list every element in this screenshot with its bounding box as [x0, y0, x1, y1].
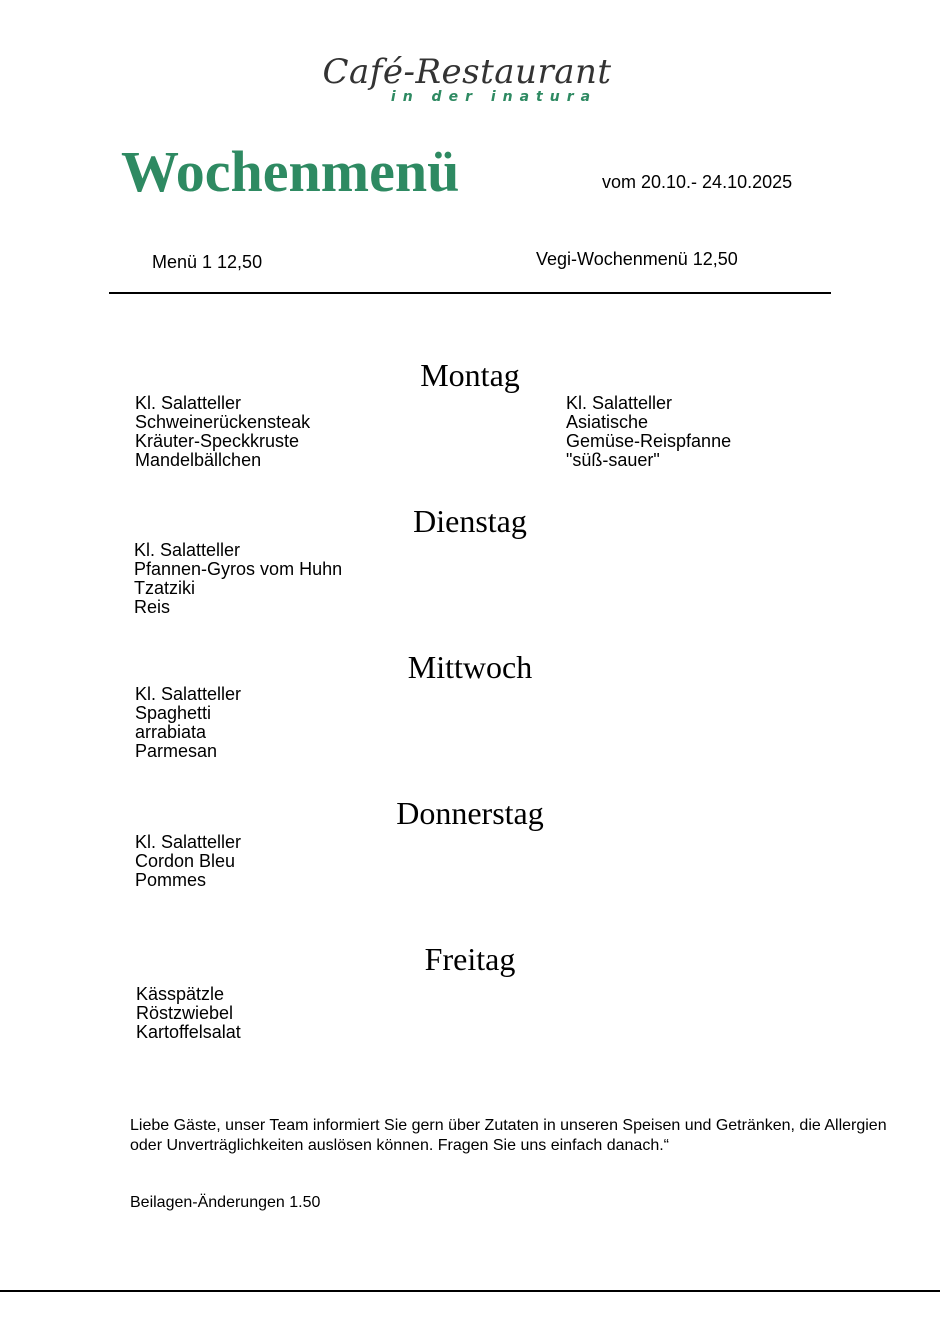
- list-item: Parmesan: [135, 741, 218, 761]
- list-item: Kl. Salatteller: [135, 832, 242, 852]
- menu1-items-freitag: [136, 985, 241, 1042]
- list-item: Kl. Salatteller: [135, 684, 242, 704]
- list-item: Tzatziki: [134, 578, 196, 598]
- list-item: Pommes: [135, 870, 207, 890]
- list-item: Kartoffelsalat: [136, 1022, 241, 1042]
- day-heading-dienstag: Dienstag: [413, 503, 527, 539]
- logo-wordmark: Café-Restaurant: [322, 52, 612, 92]
- list-item: "süß-sauer": [566, 450, 660, 470]
- day-heading-freitag: Freitag: [424, 941, 516, 977]
- list-item: Reis: [134, 597, 171, 617]
- page-title: Wochenmenü: [121, 139, 460, 204]
- day-heading-mittwoch: Mittwoch: [407, 649, 533, 685]
- menu1-price-label: Menü 1 12,50: [152, 252, 263, 272]
- footer-divider: [0, 1290, 940, 1292]
- list-item: Kl. Salatteller: [134, 540, 241, 560]
- list-item: Kl. Salatteller: [566, 393, 673, 413]
- list-item: Röstzwiebel: [136, 1003, 234, 1023]
- list-item: Kräuter-Speckkruste: [135, 431, 300, 451]
- list-item: Kässpätzle: [136, 984, 225, 1004]
- menu1-items-dienstag: [134, 541, 342, 617]
- header-divider: [109, 292, 831, 294]
- list-item: Asiatische: [566, 412, 649, 432]
- allergy-notice: Liebe Gäste, unser Team informiert Sie gern über Zutaten in unseren Speisen und Getränken, die Allergien oder Unverträglichkeiten auslösen können. Fragen Sie uns einfach danach.“: [130, 1117, 887, 1154]
- day-heading-donnerstag: Donnerstag: [396, 795, 544, 831]
- list-item: Cordon Bleu: [135, 851, 236, 871]
- menu1-items-donnerstag: [135, 833, 241, 890]
- menu1-items-mittwoch: [135, 685, 241, 761]
- date-range: vom 20.10.- 24.10.2025: [602, 172, 793, 192]
- menu1-items-montag: [135, 394, 310, 470]
- list-item: Schweinerückensteak: [135, 412, 311, 432]
- list-item: Kl. Salatteller: [135, 393, 242, 413]
- list-item: Mandelbällchen: [135, 450, 262, 470]
- vegi-menu-price-label: Vegi-Wochenmenü 12,50: [536, 249, 738, 269]
- logo-tagline: in der inatura: [390, 89, 598, 105]
- list-item: arrabiata: [135, 722, 207, 742]
- side-dish-change-price: Beilagen-Änderungen 1.50: [130, 1194, 321, 1211]
- list-item: Pfannen-Gyros vom Huhn: [134, 559, 343, 579]
- list-item: Spaghetti: [135, 703, 212, 723]
- vegi-items-montag: [566, 394, 731, 470]
- list-item: Gemüse-Reispfanne: [566, 431, 732, 451]
- day-heading-montag: Montag: [420, 357, 520, 393]
